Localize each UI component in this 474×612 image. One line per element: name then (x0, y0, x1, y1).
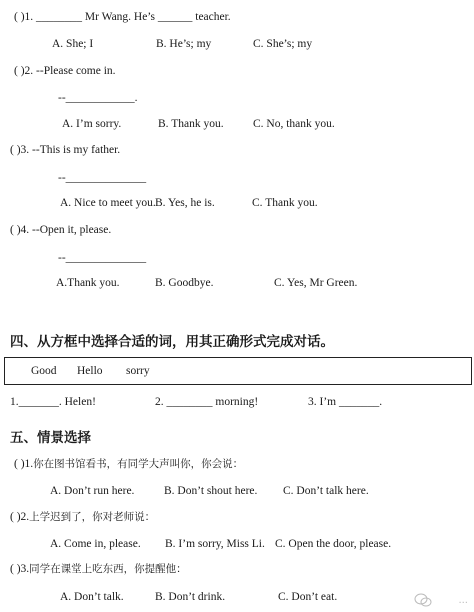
situation-1-number: ( )1. (14, 458, 34, 470)
section-5-heading: 五、情景选择 (10, 430, 91, 446)
situation-3-stem (10, 562, 187, 576)
s3-option-c: C. Don’t eat. (278, 591, 338, 603)
question-3-answer-blank: --______________ (58, 172, 147, 184)
s1-option-b: B. Don’t shout here. (164, 485, 258, 497)
situation-2-text: 上学迟到了，你对老师说： (29, 511, 156, 523)
q2-option-c: C. No, thank you. (253, 118, 335, 130)
question-2-answer-blank: --____________. (58, 92, 138, 104)
question-4-answer-blank: --______________ (58, 252, 147, 264)
s2-option-c: C. Open the door, please. (275, 538, 392, 550)
word-good: Good (31, 365, 57, 377)
q1-option-b: B. He’s; my (156, 38, 212, 50)
q1-option-c: C. She’s; my (253, 38, 313, 50)
q1-option-a: A. She; I (52, 38, 94, 50)
word-sorry: sorry (126, 365, 150, 377)
s3-option-b: B. Don’t drink. (155, 591, 226, 603)
fill-blank-3: 3. I’m _______. (308, 396, 383, 408)
q3-option-b: B. Yes, he is. (155, 197, 215, 209)
s2-option-b: B. I’m sorry, Miss Li. (165, 538, 265, 550)
s2-option-a: A. Come in, please. (50, 538, 141, 550)
situation-1-stem (14, 457, 243, 471)
q2-option-a: A. I’m sorry. (62, 118, 122, 130)
q4-option-c: C. Yes, Mr Green. (274, 277, 358, 289)
situation-1-text: 你在图书馆看书，有同学大声叫你，你会说： (33, 458, 244, 470)
word-box (4, 357, 472, 385)
q4-option-a: A.Thank you. (56, 277, 120, 289)
q3-option-c: C. Thank you. (252, 197, 318, 209)
situation-3-number: ( )3. (10, 563, 30, 575)
situation-3-text: 同学在课堂上吃东西，你提醒他： (29, 563, 187, 575)
s1-option-a: A. Don’t run here. (50, 485, 135, 497)
word-hello: Hello (77, 365, 103, 377)
q3-option-a: A. Nice to meet you. (60, 197, 156, 209)
question-3-stem: ( )3. --This is my father. (10, 144, 121, 156)
situation-2-number: ( )2. (10, 511, 30, 523)
s1-option-c: C. Don’t talk here. (283, 485, 369, 497)
question-4-stem: ( )4. --Open it, please. (10, 224, 112, 236)
situation-2-stem (10, 510, 155, 524)
watermark-text: ... (458, 595, 468, 606)
section-4-heading: 四、从方框中选择合适的词，用其正确形式完成对话。 (10, 334, 334, 350)
fill-blank-1: 1._______. Helen! (10, 396, 96, 408)
fill-blank-2: 2. ________ morning! (155, 396, 259, 408)
question-2-stem: ( )2. --Please come in. (14, 65, 116, 77)
chat-bubble-icon (414, 593, 432, 607)
s3-option-a: A. Don’t talk. (60, 591, 124, 603)
q4-option-b: B. Goodbye. (155, 277, 214, 289)
q2-option-b: B. Thank you. (158, 118, 224, 130)
question-1-stem: ( )1. ________ Mr Wang. He’s ______ teacher. (14, 11, 231, 23)
